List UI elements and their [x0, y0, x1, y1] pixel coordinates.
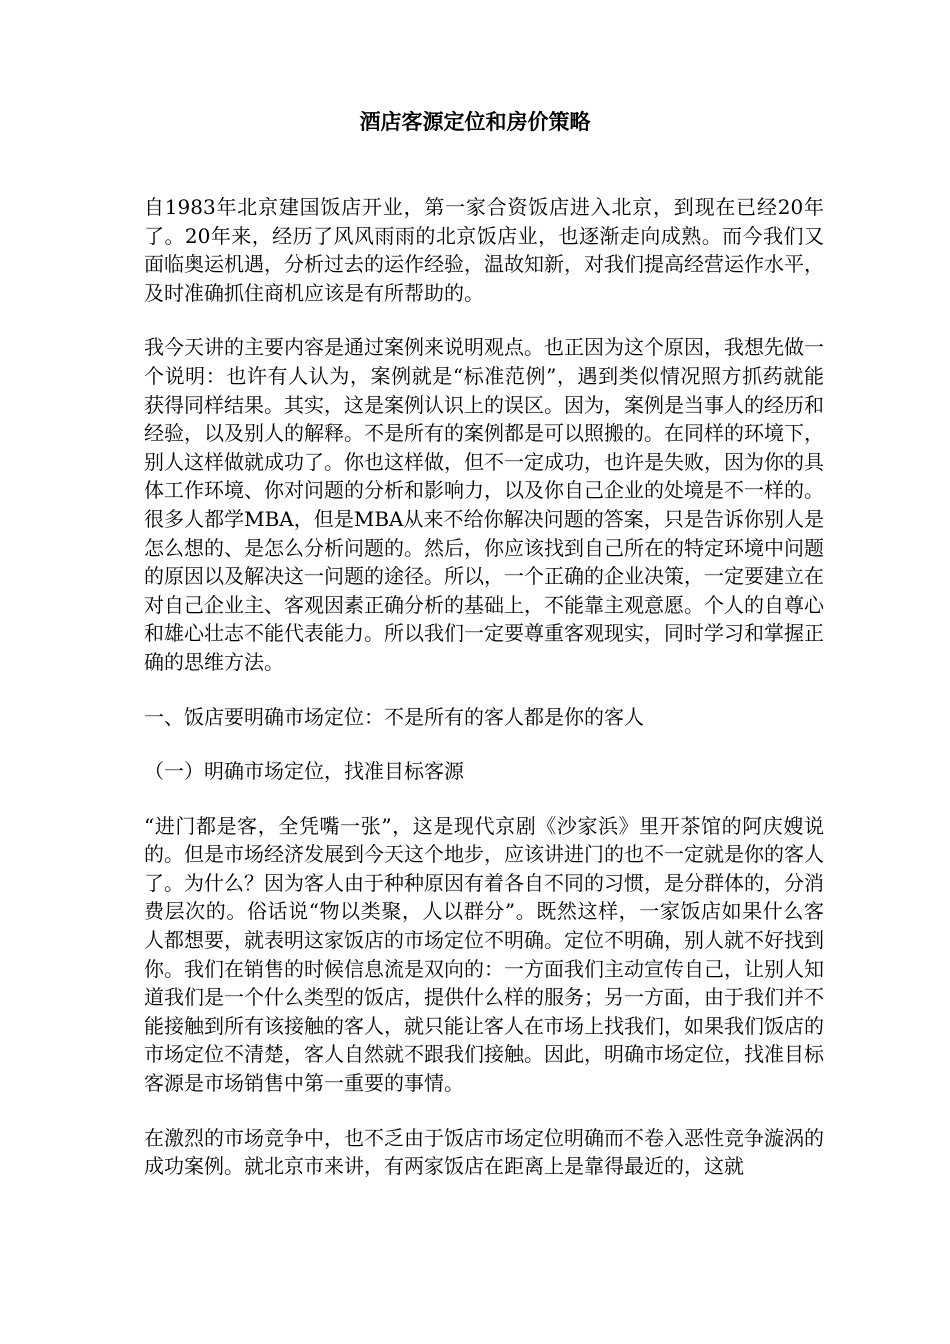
- document-body: [144, 193, 824, 1207]
- section-paragraph: “进门都是客，全凭嘴一张”，这是现代京剧《沙家浜》里开茶馆的阿庆嫂说的。但是市场经济发展到今天这个地步，应该讲进门的也不一定就是你的客人了。为什么？因为客人由于种种原因有着各自不同的习惯，是分群体的，分消费层次的。俗话说“物以类聚，人以群分”。既然这样，一家饭店如果什么客人都想要，就表明这家饭店的市场定位不明确。定位不明确，别人就不好找到你。我们在销售的时候信息流是双向的：一方面我们主动宣传自己，让别人知道我们是一个什么类型的饭店，提供什么样的服务；另一方面，由于我们并不能接触到所有该接触的客人，就只能让客人在市场上找我们，如果我们饭店的市场定位不清楚，客人自然就不跟我们接触。因此，明确市场定位，找准目标客源是市场销售中第一重要的事情。: [144, 813, 824, 1096]
- section-heading: 一、饭店要明确市场定位：不是所有的客人都是你的客人: [144, 704, 644, 729]
- intro-paragraph: 自1983年北京建国饭店开业，第一家合资饭店进入北京，到现在已经20年了。20年来，经历了风风雨雨的北京饭店业，也逐渐走向成熟。而今我们又面临奥运机遇，分析过去的运作经验，温故知新，对我们提高经营运作水平，及时准确抓住商机应该是有所帮助的。: [144, 195, 824, 305]
- subsection-heading: （一）明确市场定位，找准目标客源: [144, 759, 464, 784]
- document-title: 酒店客源定位和房价策略: [359, 109, 591, 134]
- section-paragraph: 在激烈的市场竞争中，也不乏由于饭店市场定位明确而不卷入恶性竞争漩涡的成功案例。就北京市来讲，有两家饭店在距离上是靠得最近的，这就: [144, 1125, 824, 1179]
- body-paragraph: 我今天讲的主要内容是通过案例来说明观点。也正因为这个原因，我想先做一个说明：也许有人认为，案例就是“标准范例”，遇到类似情况照方抓药就能获得同样结果。其实，这是案例认识上的误区。因为，案例是当事人的经历和经验，以及别人的解释。不是所有的案例都是可以照搬的。在同样的环境下，别人这样做就成功了。你也这样做，但不一定成功，也许是失败，因为你的具体工作环境、你对问题的分析和影响力，以及你自己企业的处境是不一样的。很多人都学MBA，但是MBA从来不给你解决问题的答案，只是告诉你别人是怎么想的、是怎么分析问题的。然后，你应该找到自己所在的特定环境中问题的原因以及解决这一问题的途径。所以，一个正确的企业决策，一定要建立在对自己企业主、客观因素正确分析的基础上，不能靠主观意愿。个人的自尊心和雄心壮志不能代表能力。所以我们一定要尊重客观现实，同时学习和掌握正确的思维方法。: [144, 335, 824, 674]
